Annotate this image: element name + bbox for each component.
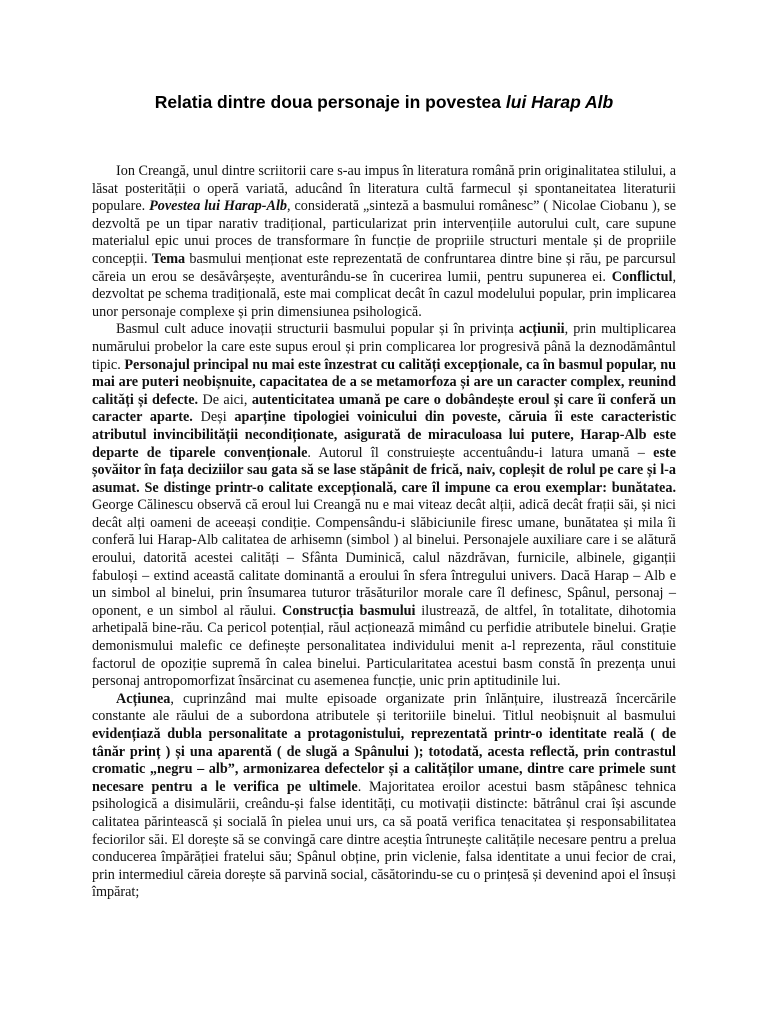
text-run: , considerată „sinteză a basmului românesc” ( Nicolae Ciobanu ), se dezvoltă pe un tipar narativ tradițional, particularizat prin intervențiile autorului cult, care supune materialul epic unui proces de transformare în funcție de propriile structuri mentale și de propriile concepții. xyxy=(92,198,677,267)
text-run: , prin multiplicarea numărului probelor la care este supus eroul și prin complicarea lor progresivă până la deznodământul tipic. xyxy=(92,321,676,373)
text-run: George Călinescu observă că eroul lui Creangă nu e mai viteaz decât alții, adică decât frații săi, și nici decât alți oameni de aceeași condiție. Compensându-i slăbiciunile firesc umane, bunătatea și mila îi conferă lui Harap-Alb calitatea de arhisemn (simbol ) al binelui. Personajele auxiliare care i se alătură eroului, datorită acestei calități – Sfânta Duminică, calul năzdrăvan, furnicile, albinele, giganții fabuloși – extind această calitate dominantă a eroului în sfera întregului univers. Dacă Harap – Alb e un simbol al binelui, prin însumarea tuturor trăsăturilor morale care îl definesc, Spânul, personaj – oponent, e un simbol al răului. xyxy=(92,497,676,619)
text-run: , dezvoltat pe schema tradițională, este mai complicat decât în cazul modelului popular, prin implicarea unor personaje complexe și prin dimensiunea psihologică. xyxy=(92,268,676,320)
paragraph xyxy=(92,163,676,321)
paragraph xyxy=(92,691,676,902)
text-run: Basmul cult aduce inovații structurii basmului popular și în privința xyxy=(116,321,519,338)
text-run: ilustrează, de altfel, în totalitate, dihotomia arhetipală bine-rău. Ca pericol potențial, răul acționează mimând cu perfidie atributele binelui. Grație demonismului malefic ce definește personalitatea individului menit a-l reprezenta, răul constituie factorul de opoziție supremă în calea binelui. Particularitatea acestui basm constă în prezența unui personaj antropomorfizat însărcinat cu asemenea funcție, unic prin aptitudinile lui. xyxy=(92,602,677,690)
document-body xyxy=(92,163,676,902)
text-run: De aici, xyxy=(198,391,252,408)
emphasized-text: Construcția basmului xyxy=(282,602,416,619)
title-main: Relatia dintre doua personaje in povestea xyxy=(154,92,502,112)
emphasized-text: autenticitatea umană pe care o dobândește eroul și care îi conferă un caracter aparte. xyxy=(92,391,676,426)
emphasized-text: aparține tipologiei voinicului din poveste, căruia îi este caracteristic atributul invincibilității necondiționate, asigurată de miraculoasa lui putere, Harap-Alb este departe de tiparele convenționale xyxy=(92,409,676,461)
title-italic: lui Harap Alb xyxy=(505,92,614,112)
emphasized-text: Povestea lui Harap-Alb xyxy=(149,198,287,215)
emphasized-text: acțiunii xyxy=(518,321,565,338)
emphasized-text: evidențiază dubla personalitate a protagonistului, reprezentată printr-o identitate reală ( de tânăr prinț ) și una aparentă ( de slugă a Spânului ); totodată, acesta reflectă, prin contrastul cromatic „negru – alb”, armonizarea defectelor și a calităților umane, dintre care primele sunt necesare pentru a le verifica pe ultimele xyxy=(92,726,676,795)
emphasized-text: Conflictul xyxy=(611,268,673,285)
emphasized-text: este șovăitor în fața deciziilor sau gata să se lase stăpânit de frică, naiv, copleșit de rolul pe care și l-a asumat. Se distinge printr-o calitate excepțională, care îl impune ca erou exemplar: bunătatea. xyxy=(92,444,676,496)
text-run: basmului menționat este reprezentată de confruntarea dintre bine și rău, pe parcursul căreia un erou se desăvârșește, aventurându-se în cucerirea lumii, pentru supunerea ei. xyxy=(92,250,676,285)
text-run: Ion Creangă, unul dintre scriitorii care s-au impus în literatura română prin originalitatea stilului, a lăsat posterității o operă variată, aducând în literatura cultă farmecul și spontaneitatea literaturii populare. xyxy=(92,163,676,215)
text-run: Deși xyxy=(192,409,235,426)
emphasized-text: Acțiunea xyxy=(116,690,171,707)
text-run: , cuprinzând mai multe episoade organizate prin înlănțuire, ilustrează încercările constante ale răului de a subordona atributele și teritoriile binelui. Titlul neobișnuit al basmului xyxy=(92,690,676,725)
emphasized-text: Personajul principal nu mai este înzestrat cu calități excepționale, ca în basmul popular, nu mai are puteri neobișnuite, capacitatea de a se metamorfoza și are un caracter complex, reunind calități și defecte. xyxy=(92,356,676,408)
text-run: . Majoritatea eroilor acestui basm stăpânesc tehnica psihologică a disimulării, creându-și false identități, cu motivații distincte: bătrânul crai își ascunde calitatea părintească și socială în pielea unui urs, ca să poată verifica tenacitatea și responsabilitatea feciorilor săi. El dorește să se convingă care dintre aceștia întrunește calitățile necesare pentru a prelua conducerea împărăției fratelui său; Spânul obține, prin viclenie, falsa identitate a unui fecior de crai, prin intermediul căreia dorește să parvină social, căsătorindu-se cu o prințesă și devenind apoi el însuși împărat; xyxy=(92,778,676,901)
text-run: . Autorul îl construiește accentuându-i latura umană – xyxy=(307,444,654,461)
paragraph xyxy=(92,321,676,690)
emphasized-text: Tema xyxy=(151,250,186,267)
document-title xyxy=(0,92,768,113)
